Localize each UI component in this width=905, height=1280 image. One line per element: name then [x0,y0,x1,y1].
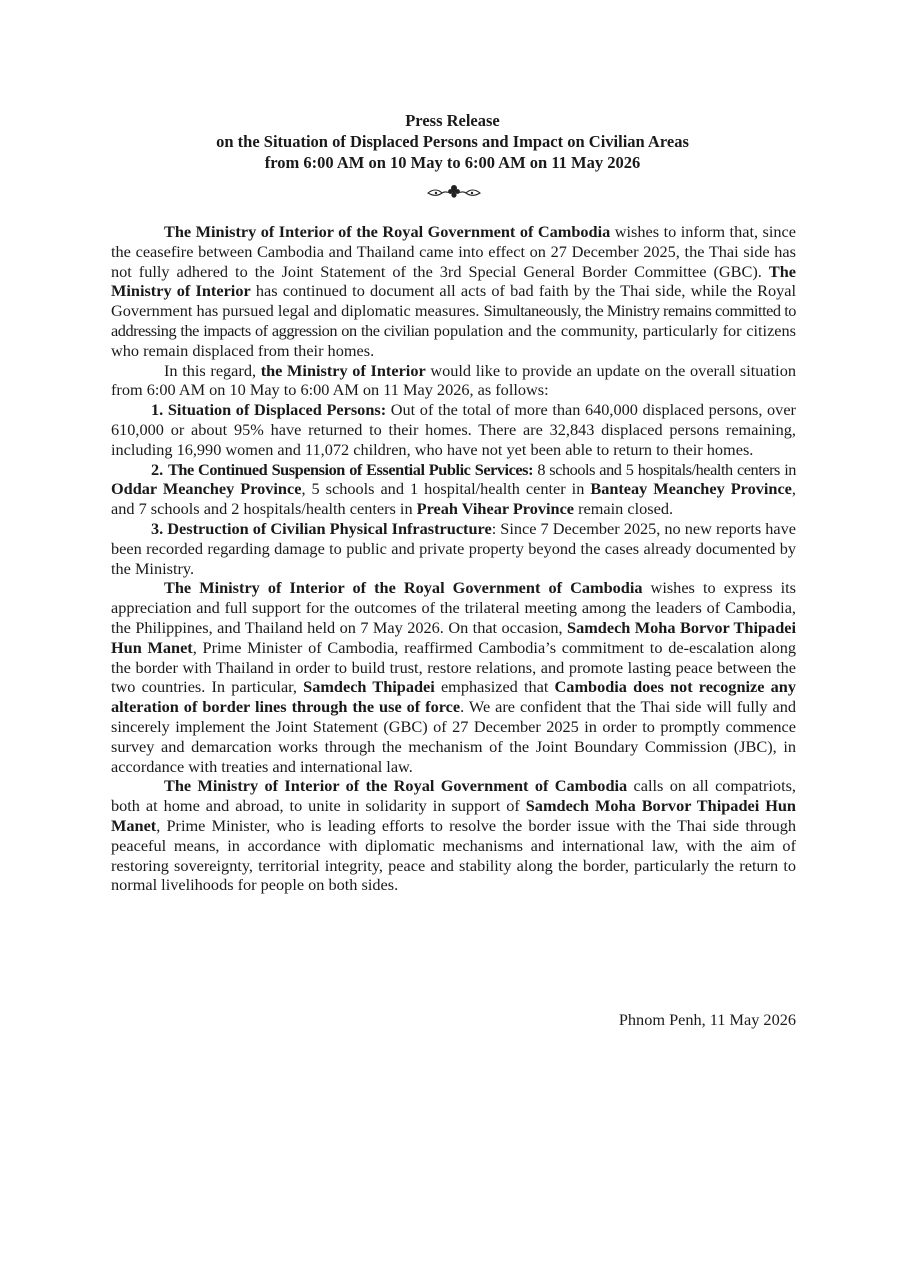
list-item-number: 2. [151,459,164,479]
list-item-number: 3. [151,518,164,538]
border-statement: Cambodia does not recognize any alteration of border lines through the use of force [111,677,796,717]
list-item-text: Out of the total of more than 640,000 displaced persons, over 610,000 or about 95% have returned to their homes. There are 32,843 displaced persons remaining, including 16,990 women and 11,072 children, who have not yet been able to return to their homes. [111,400,796,459]
list-item-displaced-persons [111,400,796,459]
list-item-heading: The Continued Suspension of Essential Public Services: [167,459,534,479]
header-subtitle: on the Situation of Displaced Persons and Impact on Civilian Areas [216,132,689,151]
floral-divider-icon [424,180,484,202]
intro-paragraph [111,222,796,361]
header-title: Press Release [405,111,500,130]
appreciation-paragraph [111,578,796,776]
ministry-short-name: the Ministry of Interior [260,360,426,380]
header-date-range: from 6:00 AM on 10 May to 6:00 AM on 11 May 2026 [264,153,641,172]
list-item-heading: Destruction of Civilian Physical Infrastructure [167,518,492,538]
prime-minister-name: Samdech Moha Borvor Thipadei Hun Manet [111,617,796,657]
intro-text-3: Simultaneously, the Ministry remains committed to addressing the impacts of aggression on the civilian [111,301,796,340]
ministry-name: The Ministry of Interior of the Royal Government of Cambodia [164,222,611,241]
update-text-2: would like to provide an update on the overall situation from 6:00 AM on 10 May to 6:00 AM on 11 May 2026, as follows: [111,360,796,400]
appreciation-text-4: . We are confident that the Thai side will fully and sincerely implement the Joint Statement (GBC) of 27 December 2025 in order to promptly commence survey and demarcation works through the mechanism of the Joint Boundary Commission (JBC), in accordance with treaties and international law. [111,697,796,776]
list-item-text: 8 schools and 5 hospitals/health centers in [533,459,796,479]
list-item-text: : Since 7 December 2025, no new reports have been recorded regarding damage to public and private property beyond the cases already documented by the Ministry. [111,518,796,578]
intro-text: wishes to inform that, since the ceasefire between Cambodia and Thailand came into effect on 27 December 2025, the Thai side has not fully adhered to the Joint Statement of the 3rd Special General Border Committee (GBC). [111,222,796,281]
intro-text-4: population and the community, particularly for citizens who remain displaced from their homes. [111,320,796,360]
province-name: Preah Vihear Province [416,499,575,519]
intro-text-2: has continued to document all acts of bad faith by the Thai side, while the Royal Government has pursued legal and diplomatic measures. [111,281,796,321]
solidarity-paragraph [111,776,796,895]
province-name: Oddar Meanchey Province [111,479,302,499]
press-release-header [0,110,905,173]
list-item-public-services [111,460,796,519]
ministry-short-name: The Ministry of Interior [111,261,796,301]
press-release-body [111,222,796,895]
appreciation-text-2: , Prime Minister of Cambodia, reaffirmed Cambodia’s commitment to de-escalation along the border with Thailand in order to build trust, restore relations, and promote lasting peace between the two countries. In particular, [111,637,796,697]
list-item-text-2: , 5 schools and 1 hospital/health center in [301,479,591,499]
ministry-name: The Ministry of Interior of the Royal Government of Cambodia [164,578,643,598]
province-name: Banteay Meanchey Province [590,479,792,499]
appreciation-text: wishes to express its appreciation and full support for the outcomes of the trilateral meeting among the leaders of Cambodia, the Philippines, and Thailand held on 7 May 2026. On that occasion, [111,578,796,637]
list-item-text-4: remain closed. [574,499,674,519]
list-item-text-3: , and 7 schools and 2 hospitals/health centers in [111,479,796,519]
ministry-name: The Ministry of Interior of the Royal Government of Cambodia [164,776,628,796]
list-item-infrastructure [111,519,796,578]
list-item-heading: Situation of Displaced Persons: [167,400,387,420]
update-paragraph [111,361,796,401]
dateline: Phnom Penh, 11 May 2026 [618,1010,796,1029]
prime-minister-name: Samdech Moha Borvor Thipadei Hun Manet [111,796,796,835]
appreciation-text-3: emphasized that [434,677,555,697]
update-text: In this regard, [164,360,261,380]
solidarity-text-2: , Prime Minister, who is leading efforts to resolve the border issue with the Thai side through peaceful means, in accordance with diplomatic mechanisms and international law, with the aim of restoring sovereignty, territorial integrity, peace and stability along the border, particularly the return to normal livelihoods for people on both sides. [111,815,796,895]
prime-minister-short-name: Samdech Thipadei [303,677,435,697]
solidarity-text: calls on all compatriots, both at home and abroad, to unite in solidarity in support of [111,776,797,816]
list-item-number: 1. [151,400,164,420]
